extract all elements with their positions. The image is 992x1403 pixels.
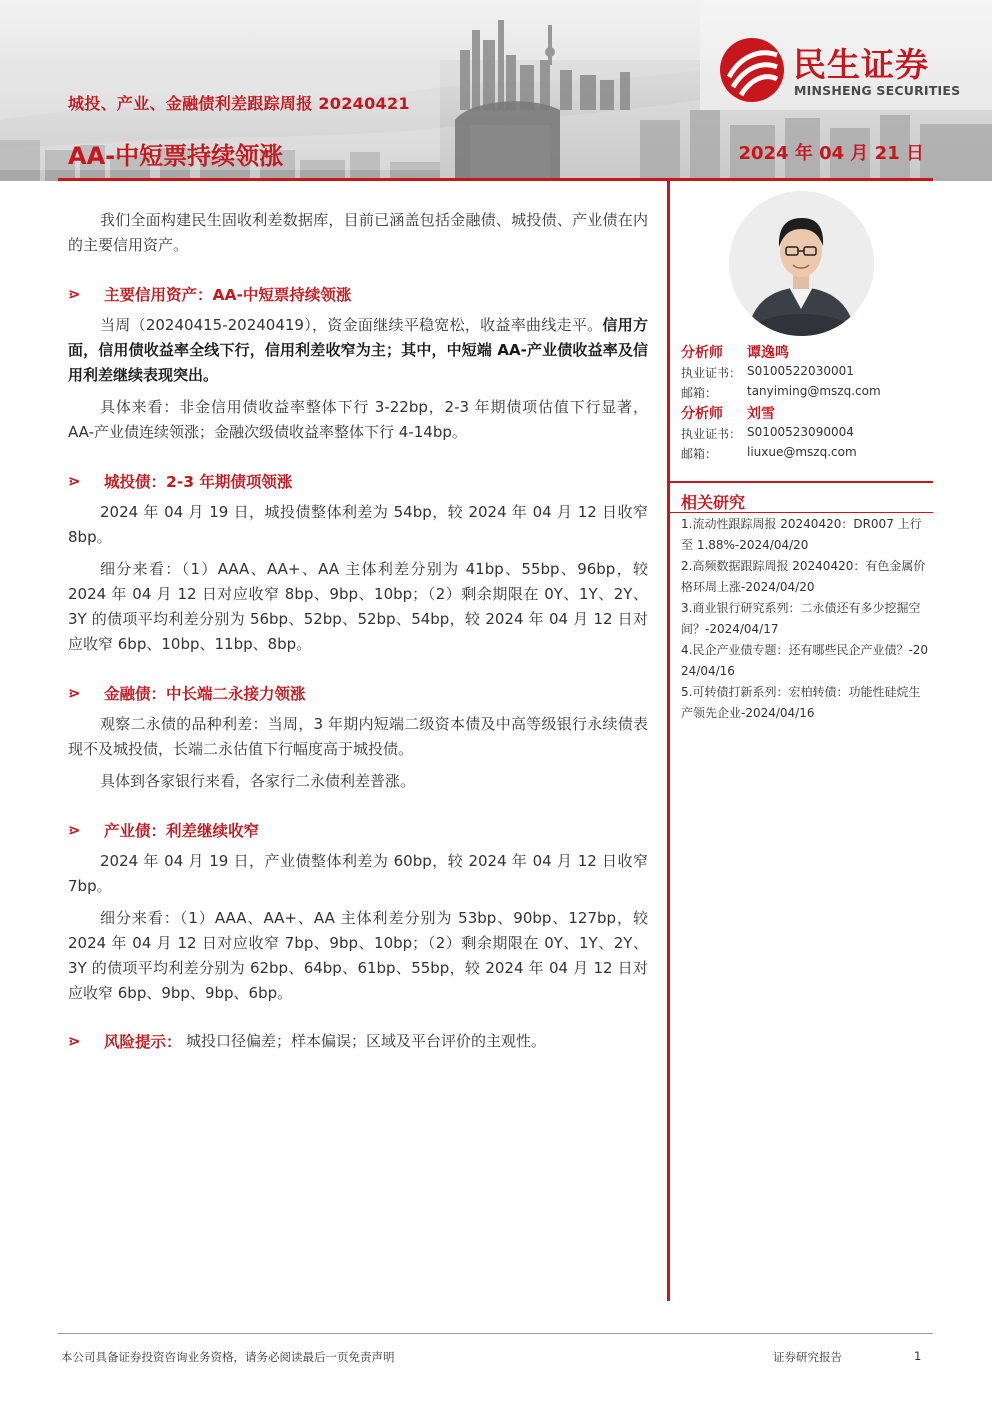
related-top-divider — [670, 481, 933, 483]
section-paragraph: 具体来看：非金信用债收益率整体下行 3-22bp，2-3 年期债项估值下行显著，AA-产业债连续领涨；金融次级债收益率整体下行 4-14bp。 — [68, 398, 648, 441]
section-main-credit — [68, 281, 648, 445]
analyst-name-row — [681, 401, 933, 422]
analyst-email-row — [681, 381, 933, 401]
analyst-avatar — [729, 191, 874, 336]
related-research-link[interactable]: 2.高频数据跟踪周报 20240420：有色金属价格环周上涨-2024/04/20 — [681, 559, 926, 594]
section-paragraph: 2024 年 04 月 19 日，城投债整体利差为 54bp，较 2024 年 04 月 12 日收窄 8bp。 — [68, 503, 648, 546]
analyst-info — [681, 340, 933, 462]
main-content — [68, 208, 648, 1056]
paragraph-bold-text: 信用方面，信用债收益率全线下行，信用利差收窄为主；其中，中短端 AA-产业债收益率及信用利差继续表现突出。 — [68, 316, 648, 384]
report-series-title: 城投、产业、金融债利差跟踪周报 20240421 — [68, 94, 410, 113]
related-divider — [670, 512, 933, 513]
header-banner — [0, 0, 992, 181]
report-date: 2024 年 04 月 21 日 — [738, 143, 924, 164]
cert-label: 执业证书： — [681, 427, 742, 441]
section-heading — [68, 817, 648, 845]
paragraph-text: 当周（20240415-20240419），资金面继续平稳宽松，收益率曲线走平。 — [100, 316, 603, 334]
related-research-link[interactable]: 3.商业银行研究系列：二永债还有多少挖掘空间？-2024/04/17 — [681, 601, 921, 636]
minsheng-logo-mark-icon — [719, 37, 785, 103]
footer-divider — [58, 1333, 933, 1334]
analyst-name-row — [681, 340, 933, 361]
logo-english-name: MINSHENG SECURITIES — [794, 83, 961, 98]
analyst-cert-row — [681, 422, 933, 442]
section-title: 产业债：利差继续收窄 — [104, 822, 260, 840]
section-urban-investment — [68, 468, 648, 657]
section-heading — [68, 468, 648, 496]
email-label: 邮箱： — [681, 447, 718, 461]
section-paragraph: 观察二永债的品种利差：当周，3 年期内短端二级资本债及中高等级银行永续债表现不及城投债，长端二永估值下行幅度高于城投债。 — [68, 715, 648, 758]
related-research-link[interactable]: 4.民企产业债专题：还有哪些民企产业债？-2024/04/16 — [681, 643, 929, 678]
analyst-email-link[interactable]: liuxue@mszq.com — [747, 445, 857, 459]
header-divider — [58, 178, 933, 181]
minsheng-logo — [719, 37, 969, 103]
analyst-email-link[interactable]: tanyiming@mszq.com — [747, 384, 881, 398]
cert-number: S0100523090004 — [747, 425, 854, 439]
chevron-right-icon: ⋗ — [68, 1032, 81, 1050]
section-paragraph — [68, 313, 648, 388]
analyst-name: 谭逸鸣 — [747, 345, 789, 361]
footer-doc-type: 证券研究报告 — [773, 1350, 842, 1364]
section-title: 主要信用资产：AA-中短票持续领涨 — [104, 286, 352, 304]
analyst-cert-row — [681, 361, 933, 381]
section-paragraph: 细分来看：（1）AAA、AA+、AA 主体利差分别为 53bp、90bp、127bp，较 2024 年 04 月 12 日对应收窄 7bp、9bp、10bp；（2）剩余期限在 0Y、1Y、2Y、3Y 的债项平均利差分别为 62bp、64bp、61bp、55bp，较 2024 年 04 月 12 日对应收窄 6bp、9bp、9bp、6bp。 — [68, 909, 648, 1002]
related-research-link[interactable]: 1.流动性跟踪周报 20240420：DR007 上行至 1.88%-2024/04/20 — [681, 517, 922, 552]
section-paragraph: 细分来看：（1）AAA、AA+、AA 主体利差分别为 41bp、55bp、96bp，较 2024 年 04 月 12 日对应收窄 8bp、9bp、10bp；（2）剩余期限在 0Y、1Y、2Y、3Y 的债项平均利差分别为 56bp、52bp、52bp、54bp，较 2024 年 04 月 12 日对应收窄 6bp、10bp、11bp、8bp。 — [68, 560, 648, 653]
chevron-right-icon: ⋗ — [68, 684, 81, 702]
analyst-photo — [729, 191, 874, 336]
analyst-email-row — [681, 442, 933, 462]
section-title: 金融债：中长端二永接力领涨 — [104, 685, 306, 703]
risk-warning — [68, 1028, 648, 1056]
related-research-link[interactable]: 5.可转债打新系列：宏柏转债：功能性硅烷生产领先企业-2024/04/16 — [681, 685, 921, 720]
report-title: AA-中短票持续领涨 — [68, 142, 284, 170]
related-research-list — [681, 514, 931, 724]
logo-chinese-name: 民生证券 — [793, 45, 929, 84]
section-paragraph: 2024 年 04 月 19 日，产业债整体利差为 60bp，较 2024 年 04 月 12 日收窄 7bp。 — [68, 852, 648, 895]
analyst-role: 分析师 — [681, 406, 723, 422]
related-research-title: 相关研究 — [681, 493, 746, 512]
risk-label: 风险提示： — [104, 1033, 182, 1051]
analyst-role: 分析师 — [681, 345, 723, 361]
chevron-right-icon: ⋗ — [68, 821, 81, 839]
section-industrial-bonds — [68, 817, 648, 1006]
chevron-right-icon: ⋗ — [68, 285, 81, 303]
intro-paragraph: 我们全面构建民生固收利差数据库，目前已涵盖包括金融债、城投债、产业债在内的主要信用资产。 — [68, 211, 648, 254]
section-paragraph: 具体到各家银行来看，各家行二永债利差普涨。 — [100, 772, 416, 790]
section-heading — [68, 281, 648, 309]
cert-number: S0100522030001 — [747, 364, 854, 378]
email-label: 邮箱： — [681, 386, 718, 400]
page-number: 1 — [914, 1349, 922, 1363]
section-title: 城投债：2-3 年期债项领涨 — [104, 473, 293, 491]
risk-text: 城投口径偏差；样本偏误；区域及平台评价的主观性。 — [186, 1032, 547, 1050]
footer-disclaimer: 本公司具备证券投资咨询业务资格，请务必阅读最后一页免责声明 — [61, 1350, 395, 1364]
column-divider — [667, 181, 670, 1301]
section-financial-bonds — [68, 680, 648, 794]
cert-label: 执业证书： — [681, 366, 742, 380]
analyst-name: 刘雪 — [747, 406, 775, 422]
chevron-right-icon: ⋗ — [68, 472, 81, 490]
section-heading — [68, 680, 648, 708]
